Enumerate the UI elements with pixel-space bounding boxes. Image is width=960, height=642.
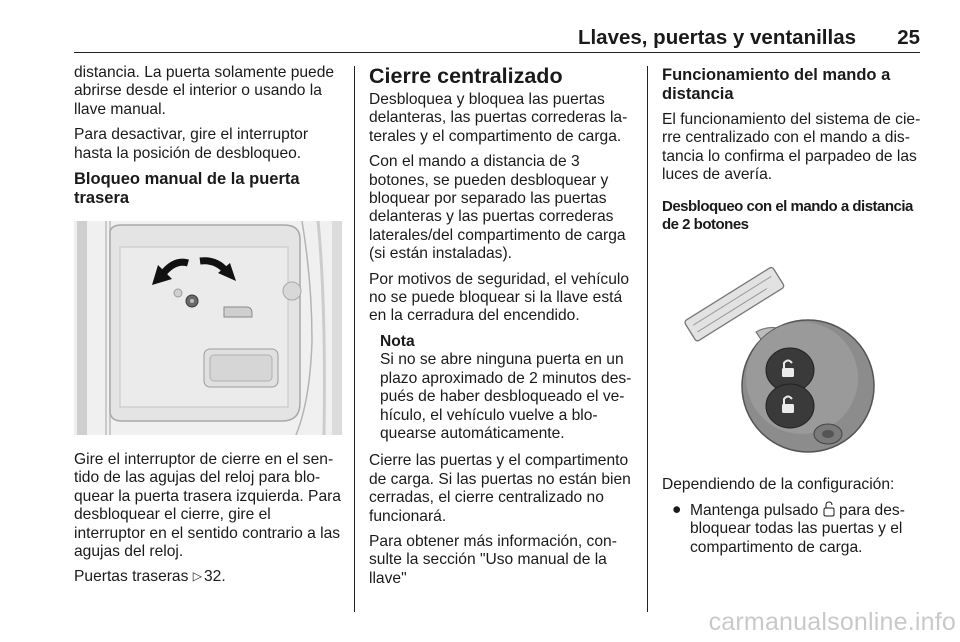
column-2 xyxy=(369,64,633,595)
note-body: Si no se abre ninguna puerta en un plazo aproximado de 2 minutos des-pués de haber desbloqueado el ve-hículo, el vehículo vuelve a blo-quearse automáticamente. xyxy=(380,351,632,442)
paragraph: Gire el interruptor de cierre en el sen-tido de las agujas del reloj para blo-quear la puerta trasera izquierda. Para desbloquear el cierre, gire el interruptor en el sentido contrario a las agujas del reloj. xyxy=(74,451,341,561)
bullet-text-pre: Mantenga pulsado xyxy=(690,502,819,520)
paragraph: Por motivos de seguridad, el vehículo no se puede bloquear si la llave está en la cerradura del encendido. xyxy=(369,270,630,325)
bullet-dot: ● xyxy=(672,501,682,519)
note-box xyxy=(380,333,633,443)
paragraph: distancia. La puerta solamente puede abrirse desde el interior o usando la llave manual. xyxy=(74,64,335,118)
section-heading: Funcionamiento del mando a distancia xyxy=(662,66,891,103)
paragraph: Con el mando a distancia de 3 botones, se pueden desbloquear y bloquear por separado las puertas delanteras y las puertas correderas laterales/del compartimento de carga (si están instaladas). xyxy=(369,153,626,263)
xref-page-link[interactable]: ▷ 32. xyxy=(193,568,226,585)
header-title: Llaves, puertas y ventanillas xyxy=(577,26,856,49)
watermark: carmanualsonline.info xyxy=(708,608,956,636)
paragraph: El funcionamiento del sistema de cie-rre centralizado con el mando a dis-tancia lo confirma el parpadeo de las luces de avería. xyxy=(662,111,921,184)
column-divider-1 xyxy=(354,66,355,612)
remote-key-illustration xyxy=(662,248,926,462)
cross-reference xyxy=(74,568,344,586)
section-heading: Cierre centralizado xyxy=(369,64,563,88)
bullet-text-post: para des-bloquear todas las puertas y el compartimento de carga. xyxy=(690,502,905,556)
section-heading: Bloqueo manual de la puerta trasera xyxy=(74,170,300,208)
column-1 xyxy=(74,64,344,594)
note-title: Nota xyxy=(380,332,415,350)
column-3 xyxy=(662,64,928,557)
page-number: 25 xyxy=(897,26,920,49)
header-rule xyxy=(74,52,920,53)
paragraph: Cierre las puertas y el compartimento de carga. Si las puertas no están bien cerradas, el cierre centralizado no funcionará. xyxy=(369,452,631,525)
paragraph: Dependiendo de la configuración: xyxy=(662,475,895,493)
column-divider-2 xyxy=(647,66,648,612)
sub-heading: Desbloqueo con el mando a distancia de 2 botones xyxy=(662,197,913,233)
bullet-item xyxy=(662,501,928,557)
paragraph: Para obtener más información, con-sulte la sección "Uso manual de la llave" xyxy=(369,532,617,587)
paragraph: Desbloquea y bloquea las puertas delanteras, las puertas correderas la-terales y el compartimento de carga. xyxy=(369,91,628,145)
unlock-icon xyxy=(823,501,835,517)
paragraph: Para desactivar, gire el interruptor hasta la posición de desbloqueo. xyxy=(74,126,309,162)
xref-text: Puertas traseras xyxy=(74,568,189,586)
rear-door-lock-illustration xyxy=(74,221,342,435)
page-header xyxy=(0,0,960,52)
